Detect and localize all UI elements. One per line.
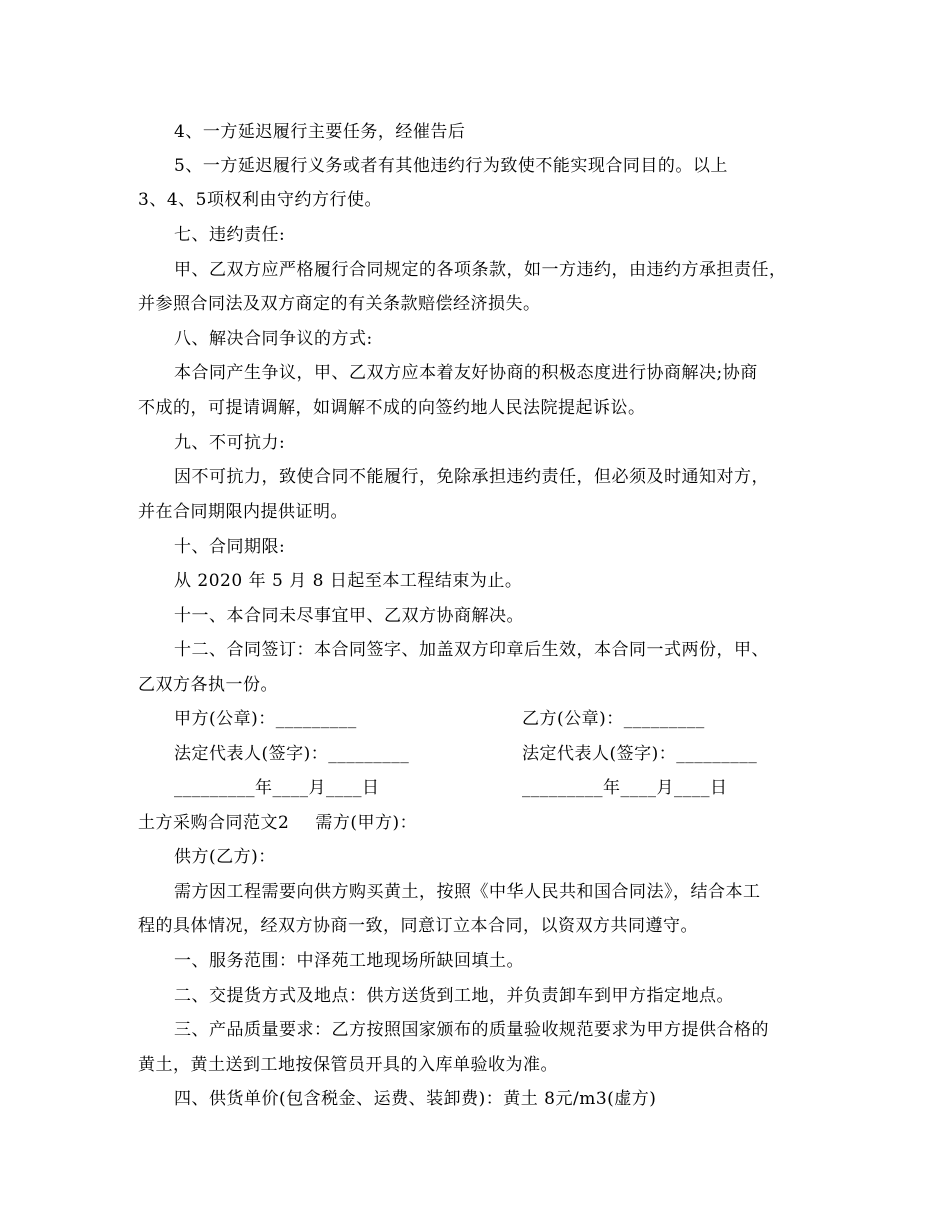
paragraph-force-majeure-line2: 并在合同期限内提供证明。 (138, 502, 348, 522)
party-b-rep-line: 法定代表人(签字)：_________ (522, 744, 758, 764)
party-a-seal-line: 甲方(公章)：_________ (174, 709, 357, 729)
paragraph-service-scope: 一、服务范围：中泽苑工地现场所缺回填土。 (174, 951, 524, 971)
section-heading-force-majeure: 九、不可抗力: (174, 433, 286, 453)
seller-label: 供方(乙方)： (174, 847, 276, 867)
paragraph-force-majeure-line1: 因不可抗力，致使合同不能履行，免除承担违约责任，但必须及时通知对方， (174, 467, 769, 487)
paragraph-quality-line2: 黄土，黄土送到工地按保管员开具的入库单验收为准。 (138, 1055, 558, 1075)
paragraph-intro-line2: 程的具体情况，经双方协商一致，同意订立本合同，以资双方共同遵守。 (138, 916, 698, 936)
party-b-date-line: _________年____月____日 (522, 778, 728, 798)
section-heading-dispute: 八、解决合同争议的方式: (174, 329, 373, 349)
paragraph-breach-line1: 甲、乙双方应严格履行合同规定的各项条款，如一方违约，由违约方承担责任， (174, 260, 787, 280)
paragraph-term: 从 2020 年 5 月 8 日起至本工程结束为止。 (174, 571, 523, 591)
paragraph-clause-12-line2: 乙双方各执一份。 (138, 675, 278, 695)
party-b-seal-line: 乙方(公章)：_________ (522, 709, 705, 729)
section-heading-term: 十、合同期限: (174, 537, 286, 557)
second-contract-title: 土方采购合同范文2 (138, 813, 290, 833)
paragraph-dispute-line2: 不成的，可提请调解，如调解不成的向签约地人民法院提起诉讼。 (138, 398, 646, 418)
paragraph-clause-5-line1: 5、一方延迟履行义务或者有其他违约行为致使不能实现合同目的。以上 (174, 156, 728, 176)
buyer-label: 需方(甲方)： (315, 813, 418, 833)
paragraph-breach-line2: 并参照合同法及双方商定的有关条款赔偿经济损失。 (138, 294, 541, 314)
paragraph-delivery: 二、交提货方式及地点：供方送货到工地，并负责卸车到甲方指定地点。 (174, 986, 734, 1006)
paragraph-dispute-line1: 本合同产生争议，甲、乙双方应本着友好协商的积极态度进行协商解决;协商 (174, 363, 758, 383)
paragraph-quality-line1: 三、产品质量要求：乙方按照国家颁布的质量验收规范要求为甲方提供合格的 (174, 1020, 769, 1040)
paragraph-clause-12-line1: 十二、合同签订：本合同签字、加盖双方印章后生效，本合同一式两份，甲、 (174, 640, 769, 660)
party-a-date-line: _________年____月____日 (174, 778, 380, 798)
party-a-rep-line: 法定代表人(签字)：_________ (174, 744, 410, 764)
paragraph-clause-11: 十一、本合同未尽事宜甲、乙双方协商解决。 (174, 606, 524, 626)
paragraph-unit-price: 四、供货单价(包含税金、运费、装卸费)：黄土 8元/m3(虚方) (174, 1089, 657, 1109)
section-heading-breach: 七、违约责任: (174, 225, 286, 245)
paragraph-clause-4: 4、一方延迟履行主要任务，经催告后 (174, 122, 466, 142)
paragraph-clause-5-line2: 3、4、5项权利由守约方行使。 (138, 190, 382, 210)
second-contract-title-row (138, 811, 417, 835)
paragraph-intro-line1: 需方因工程需要向供方购买黄土，按照《中华人民共和国合同法》，结合本工 (174, 882, 761, 902)
